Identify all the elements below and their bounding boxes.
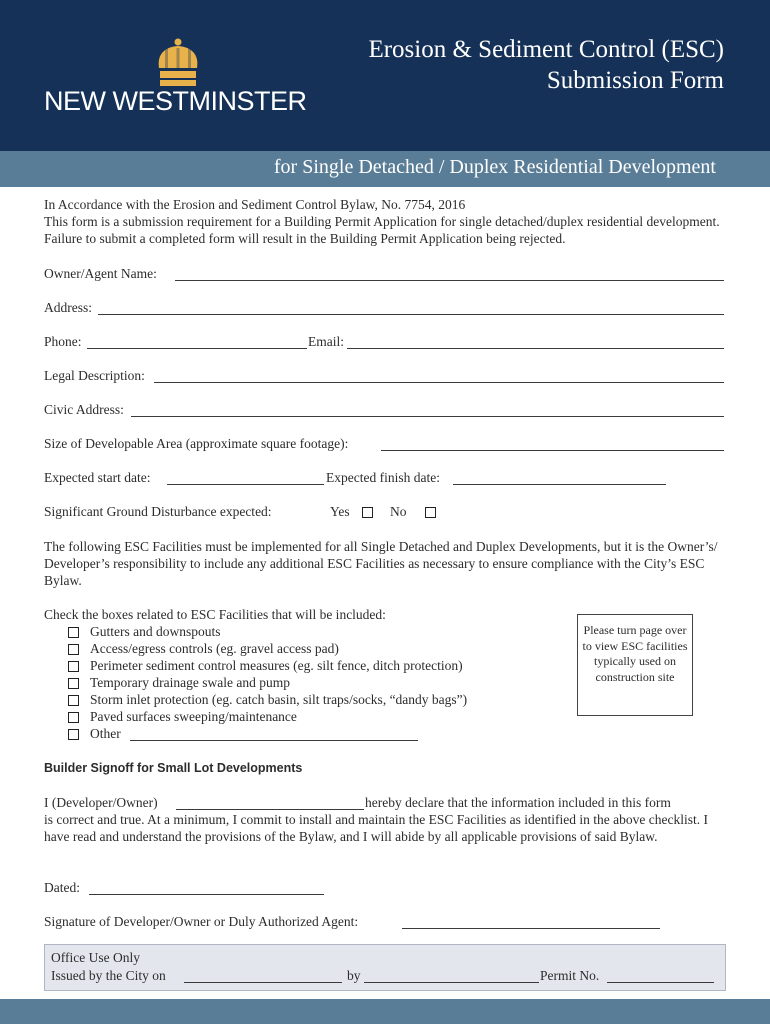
start-date-field[interactable] (167, 484, 324, 485)
footer-band (0, 999, 770, 1024)
area-size-label: Size of Developable Area (approximate square footage): (44, 436, 349, 451)
no-label: No (390, 504, 407, 519)
civic-address-field[interactable] (131, 416, 724, 417)
issued-label: Issued by the City on (51, 968, 166, 983)
checkbox-gutters[interactable] (68, 627, 79, 638)
facility-item: Perimeter sediment control measures (eg. silt fence, ditch protection) (90, 658, 463, 673)
yes-checkbox[interactable] (362, 507, 373, 518)
declaration-text: is correct and true. At a minimum, I commit to install and maintain the ESC Facilities as identified in the above checklist. I have read and understand the provisions of the Bylaw, and I will abide by all applicable provisions of said Bylaw. (44, 812, 708, 844)
address-label: Address: (44, 300, 92, 315)
signoff-heading: Builder Signoff for Small Lot Developments (44, 761, 303, 775)
checkbox-other[interactable] (68, 729, 79, 740)
checkbox-perimeter[interactable] (68, 661, 79, 672)
email-field[interactable] (347, 348, 724, 349)
facility-item: Access/egress controls (eg. gravel access pad) (90, 641, 339, 656)
facility-item: Storm inlet protection (eg. catch basin, silt traps/socks, “dandy bags”) (90, 692, 468, 707)
area-size-field[interactable] (381, 450, 724, 451)
phone-label: Phone: (44, 334, 82, 349)
facilities-intro: The following ESC Facilities must be implemented for all Single Detached and Duplex Developments, but it is the Owner’s/ Developer’s responsibility to include any additional ESC Facilities as necessary to ensure compliance with the City’s ESC Bylaw. (44, 539, 718, 588)
permit-number-field[interactable] (607, 982, 714, 983)
office-use-box (44, 944, 726, 991)
declaration-prefix: I (Developer/Owner) (44, 795, 158, 810)
crown-icon (155, 38, 201, 88)
bylaw-reference: In Accordance with the Erosion and Sediment Control Bylaw, No. 7754, 2016 (44, 197, 466, 212)
facility-item: Other (90, 726, 121, 741)
finish-date-label: Expected finish date: (326, 470, 440, 485)
phone-field[interactable] (87, 348, 307, 349)
permit-label: Permit No. (540, 968, 600, 983)
subtitle-band (0, 151, 770, 187)
owner-agent-field[interactable] (175, 280, 724, 281)
start-date-label: Expected start date: (44, 470, 151, 485)
turn-page-note-text: Please turn page over to view ESC facilities typically used on construction site (582, 623, 688, 684)
issued-by-field[interactable] (364, 982, 539, 983)
by-label: by (347, 968, 361, 983)
signature-label: Signature of Developer/Owner or Duly Authorized Agent: (44, 914, 359, 929)
checkbox-access-egress[interactable] (68, 644, 79, 655)
office-use-heading: Office Use Only (51, 950, 140, 965)
dated-label: Dated: (44, 880, 80, 895)
email-label: Email: (308, 334, 344, 349)
facility-item: Paved surfaces sweeping/maintenance (90, 709, 297, 724)
civic-address-label: Civic Address: (44, 402, 124, 417)
form-subtitle: for Single Detached / Duplex Residential Development (273, 156, 716, 178)
other-field[interactable] (130, 740, 418, 741)
finish-date-field[interactable] (453, 484, 666, 485)
org-name: NEW WESTMINSTER (44, 86, 307, 116)
checkbox-drainage[interactable] (68, 678, 79, 689)
form-title-line1: Erosion & Sediment Control (ESC) (368, 36, 724, 63)
form-title (368, 34, 724, 96)
declaration-suffix: hereby declare that the information included in this form (365, 795, 671, 810)
yes-label: Yes (330, 504, 350, 519)
facility-item: Gutters and downspouts (90, 624, 221, 639)
dated-field[interactable] (89, 894, 324, 895)
issued-date-field[interactable] (184, 982, 342, 983)
developer-owner-field[interactable] (176, 809, 364, 810)
facility-item: Temporary drainage swale and pump (90, 675, 290, 690)
owner-agent-label: Owner/Agent Name: (44, 266, 157, 281)
form-title-line2: Submission Form (546, 67, 724, 94)
disturbance-label: Significant Ground Disturbance expected: (44, 504, 272, 519)
no-checkbox[interactable] (425, 507, 436, 518)
facilities-check-label: Check the boxes related to ESC Facilities that will be included: (44, 607, 386, 622)
checkbox-paved-sweeping[interactable] (68, 712, 79, 723)
checkbox-storm-inlet[interactable] (68, 695, 79, 706)
intro-paragraph: This form is a submission requirement for a Building Permit Application for single detached/duplex residential development. Failure to submit a completed form will result in the Building Permit Application being rejected. (44, 214, 720, 246)
signature-field[interactable] (402, 928, 660, 929)
legal-description-field[interactable] (154, 382, 724, 383)
turn-page-note (577, 614, 693, 716)
address-field[interactable] (98, 314, 724, 315)
legal-description-label: Legal Description: (44, 368, 145, 383)
header-banner (0, 0, 770, 151)
